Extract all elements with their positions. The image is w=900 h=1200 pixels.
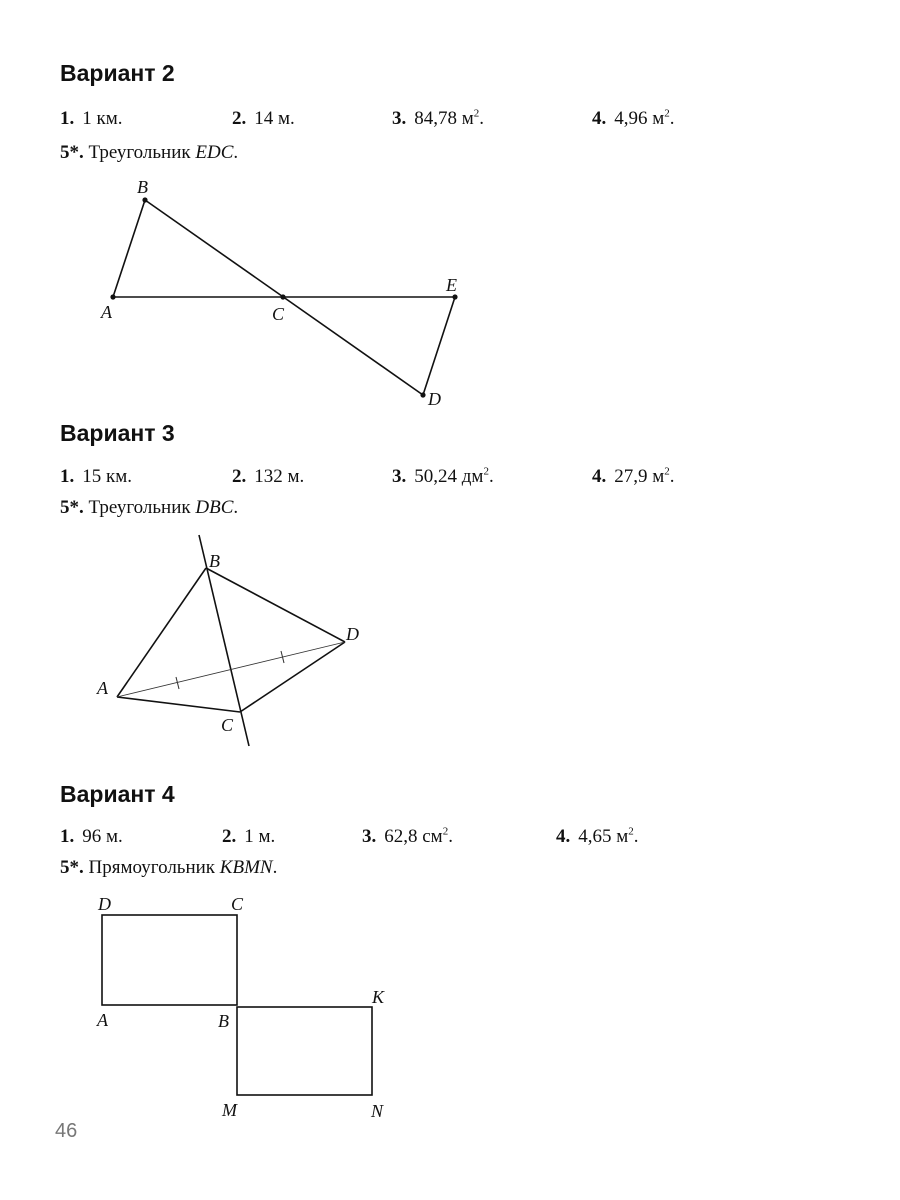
label-n: N: [371, 1101, 384, 1121]
label-a: A: [97, 678, 108, 698]
rectangle-kbmn: [237, 1007, 372, 1095]
variant-3-title: Вариант 3: [60, 420, 175, 446]
answer-1: 1. 96 м.: [60, 826, 123, 847]
label-m: M: [222, 1100, 237, 1120]
variant-4-title: Вариант 4: [60, 781, 175, 807]
answer-1: 1. 15 км.: [60, 466, 133, 487]
rectangle-abcd: [102, 915, 237, 1005]
label-d: D: [98, 894, 111, 914]
point-b: [142, 197, 147, 202]
variant-4-answers: [0, 826, 900, 852]
answer-4: 4. 4,65 $м^2$.: [556, 825, 639, 847]
label-d: D: [428, 389, 441, 409]
segment-ab: [117, 568, 206, 697]
point-d: [420, 392, 425, 397]
point-e: [452, 294, 457, 299]
label-b: B: [137, 177, 148, 197]
point-c: [280, 294, 285, 299]
variant-2-answers: [0, 108, 900, 134]
label-c: C: [272, 304, 285, 324]
answer-3: 3. 62,8 $см^2$.: [362, 825, 453, 847]
label-b: B: [218, 1011, 229, 1031]
variant-2-task5: 5*. Треугольник EDC.: [60, 142, 239, 163]
label-a: A: [101, 302, 112, 322]
answer-3: 3. 50,24 $дм^2$.: [392, 465, 494, 487]
answer-2: 2. 1 м.: [222, 826, 276, 847]
answer-2: 2. 14 м.: [232, 108, 295, 129]
triangle-figure-edc: [0, 170, 520, 415]
label-b: B: [209, 551, 220, 571]
segment-dc: [240, 642, 345, 712]
segment-ab: [113, 200, 145, 297]
segment-ca: [117, 697, 240, 712]
variant-4-task5: 5*. Прямоугольник KBMN.: [60, 857, 278, 878]
point-a: [110, 294, 115, 299]
segment-ed: [423, 297, 455, 395]
label-d: D: [346, 624, 359, 644]
page-number: 46: [55, 1120, 78, 1142]
segment-ad: [117, 642, 345, 697]
label-e: E: [446, 275, 457, 295]
variant-3-answers: [0, 466, 900, 492]
answer-4: 4. 27,9 $м^2$.: [592, 465, 675, 487]
variant-2-title: Вариант 2: [60, 60, 175, 86]
variant-3-task5: 5*. Треугольник DBC.: [60, 497, 239, 518]
label-c: C: [221, 715, 234, 735]
triangle-figure-dbc: [0, 530, 420, 750]
label-a: A: [97, 1010, 108, 1030]
segment-bd: [206, 568, 345, 642]
answer-2: 2. 132 м.: [232, 466, 305, 487]
rectangles-figure-kbmn: [0, 890, 420, 1125]
answer-1: 1. 1 км.: [60, 108, 123, 129]
label-c: C: [231, 894, 244, 914]
label-k: K: [372, 987, 385, 1007]
answer-3: 3. 84,78 $м^2$.: [392, 107, 485, 129]
answer-4: 4. 4,96 $м^2$.: [592, 107, 675, 129]
